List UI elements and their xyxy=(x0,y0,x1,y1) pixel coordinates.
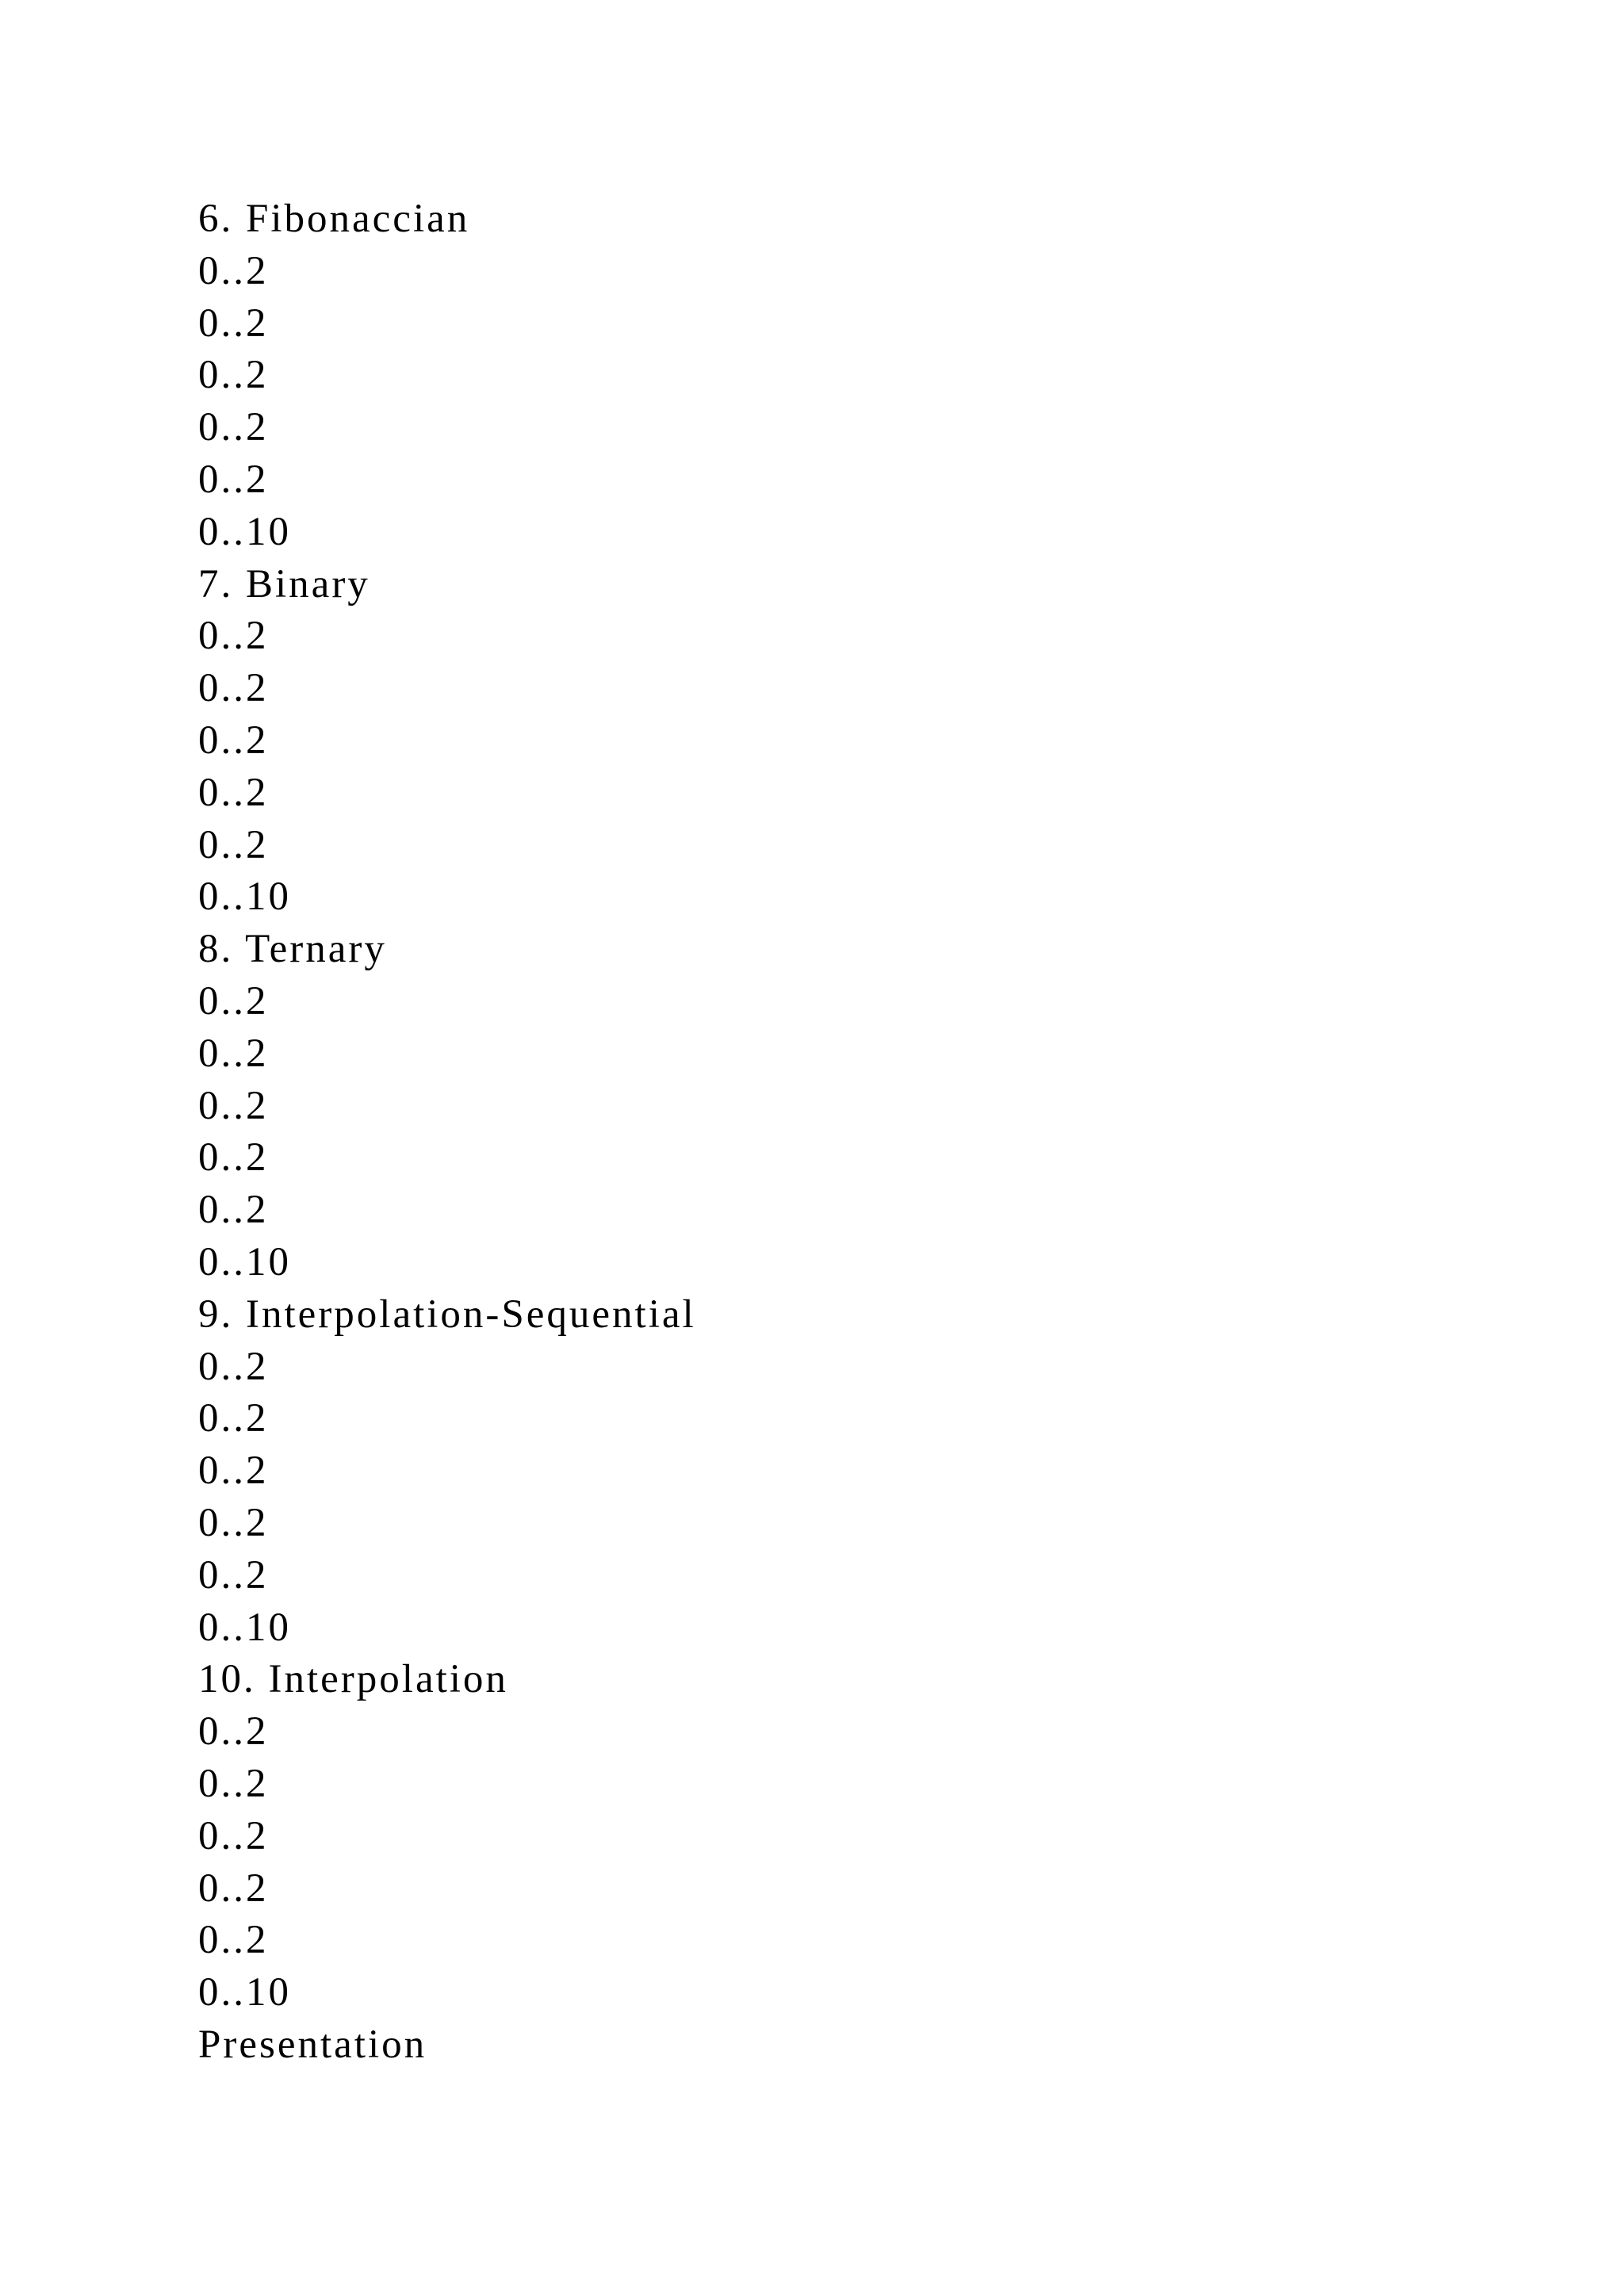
score-range: 0..2 xyxy=(198,1188,269,1233)
score-range: 0..2 xyxy=(198,405,269,450)
score-range: 0..2 xyxy=(198,457,269,502)
score-range: 0..2 xyxy=(198,1500,269,1545)
score-range: 0..2 xyxy=(198,666,269,711)
score-total-range: 0..10 xyxy=(198,509,291,554)
score-range: 0..2 xyxy=(198,770,269,815)
score-range: 0..2 xyxy=(198,1135,269,1181)
score-range: 0..2 xyxy=(198,1448,269,1494)
score-range: 0..2 xyxy=(198,1552,269,1598)
score-total-range: 0..10 xyxy=(198,874,291,920)
section-heading-presentation: Presentation xyxy=(198,2022,427,2067)
section-heading-interpolation-sequential: 9. Interpolation-Sequential xyxy=(198,1292,696,1337)
score-range: 0..2 xyxy=(198,248,269,293)
score-range: 0..2 xyxy=(198,1918,269,1963)
score-range: 0..2 xyxy=(198,300,269,346)
score-range: 0..2 xyxy=(198,1813,269,1858)
score-range: 0..2 xyxy=(198,1344,269,1389)
score-total-range: 0..10 xyxy=(198,1970,291,2015)
score-range: 0..2 xyxy=(198,1031,269,1076)
score-range: 0..2 xyxy=(198,1083,269,1128)
section-heading-fibonaccian: 6. Fibonaccian xyxy=(198,197,470,241)
score-range: 0..2 xyxy=(198,1396,269,1441)
section-heading-interpolation: 10. Interpolation xyxy=(198,1657,508,1702)
score-total-range: 0..10 xyxy=(198,1239,291,1284)
score-range: 0..2 xyxy=(198,718,269,763)
score-range: 0..2 xyxy=(198,614,269,659)
score-range: 0..2 xyxy=(198,978,269,1024)
score-range: 0..2 xyxy=(198,1866,269,1911)
score-total-range: 0..10 xyxy=(198,1605,291,1650)
document-text xyxy=(198,193,1467,2072)
score-range: 0..2 xyxy=(198,1761,269,1806)
section-heading-binary: 7. Binary xyxy=(198,561,370,607)
score-range: 0..2 xyxy=(198,822,269,867)
score-range: 0..2 xyxy=(198,353,269,398)
section-heading-ternary: 8. Ternary xyxy=(198,927,387,972)
score-range: 0..2 xyxy=(198,1709,269,1755)
